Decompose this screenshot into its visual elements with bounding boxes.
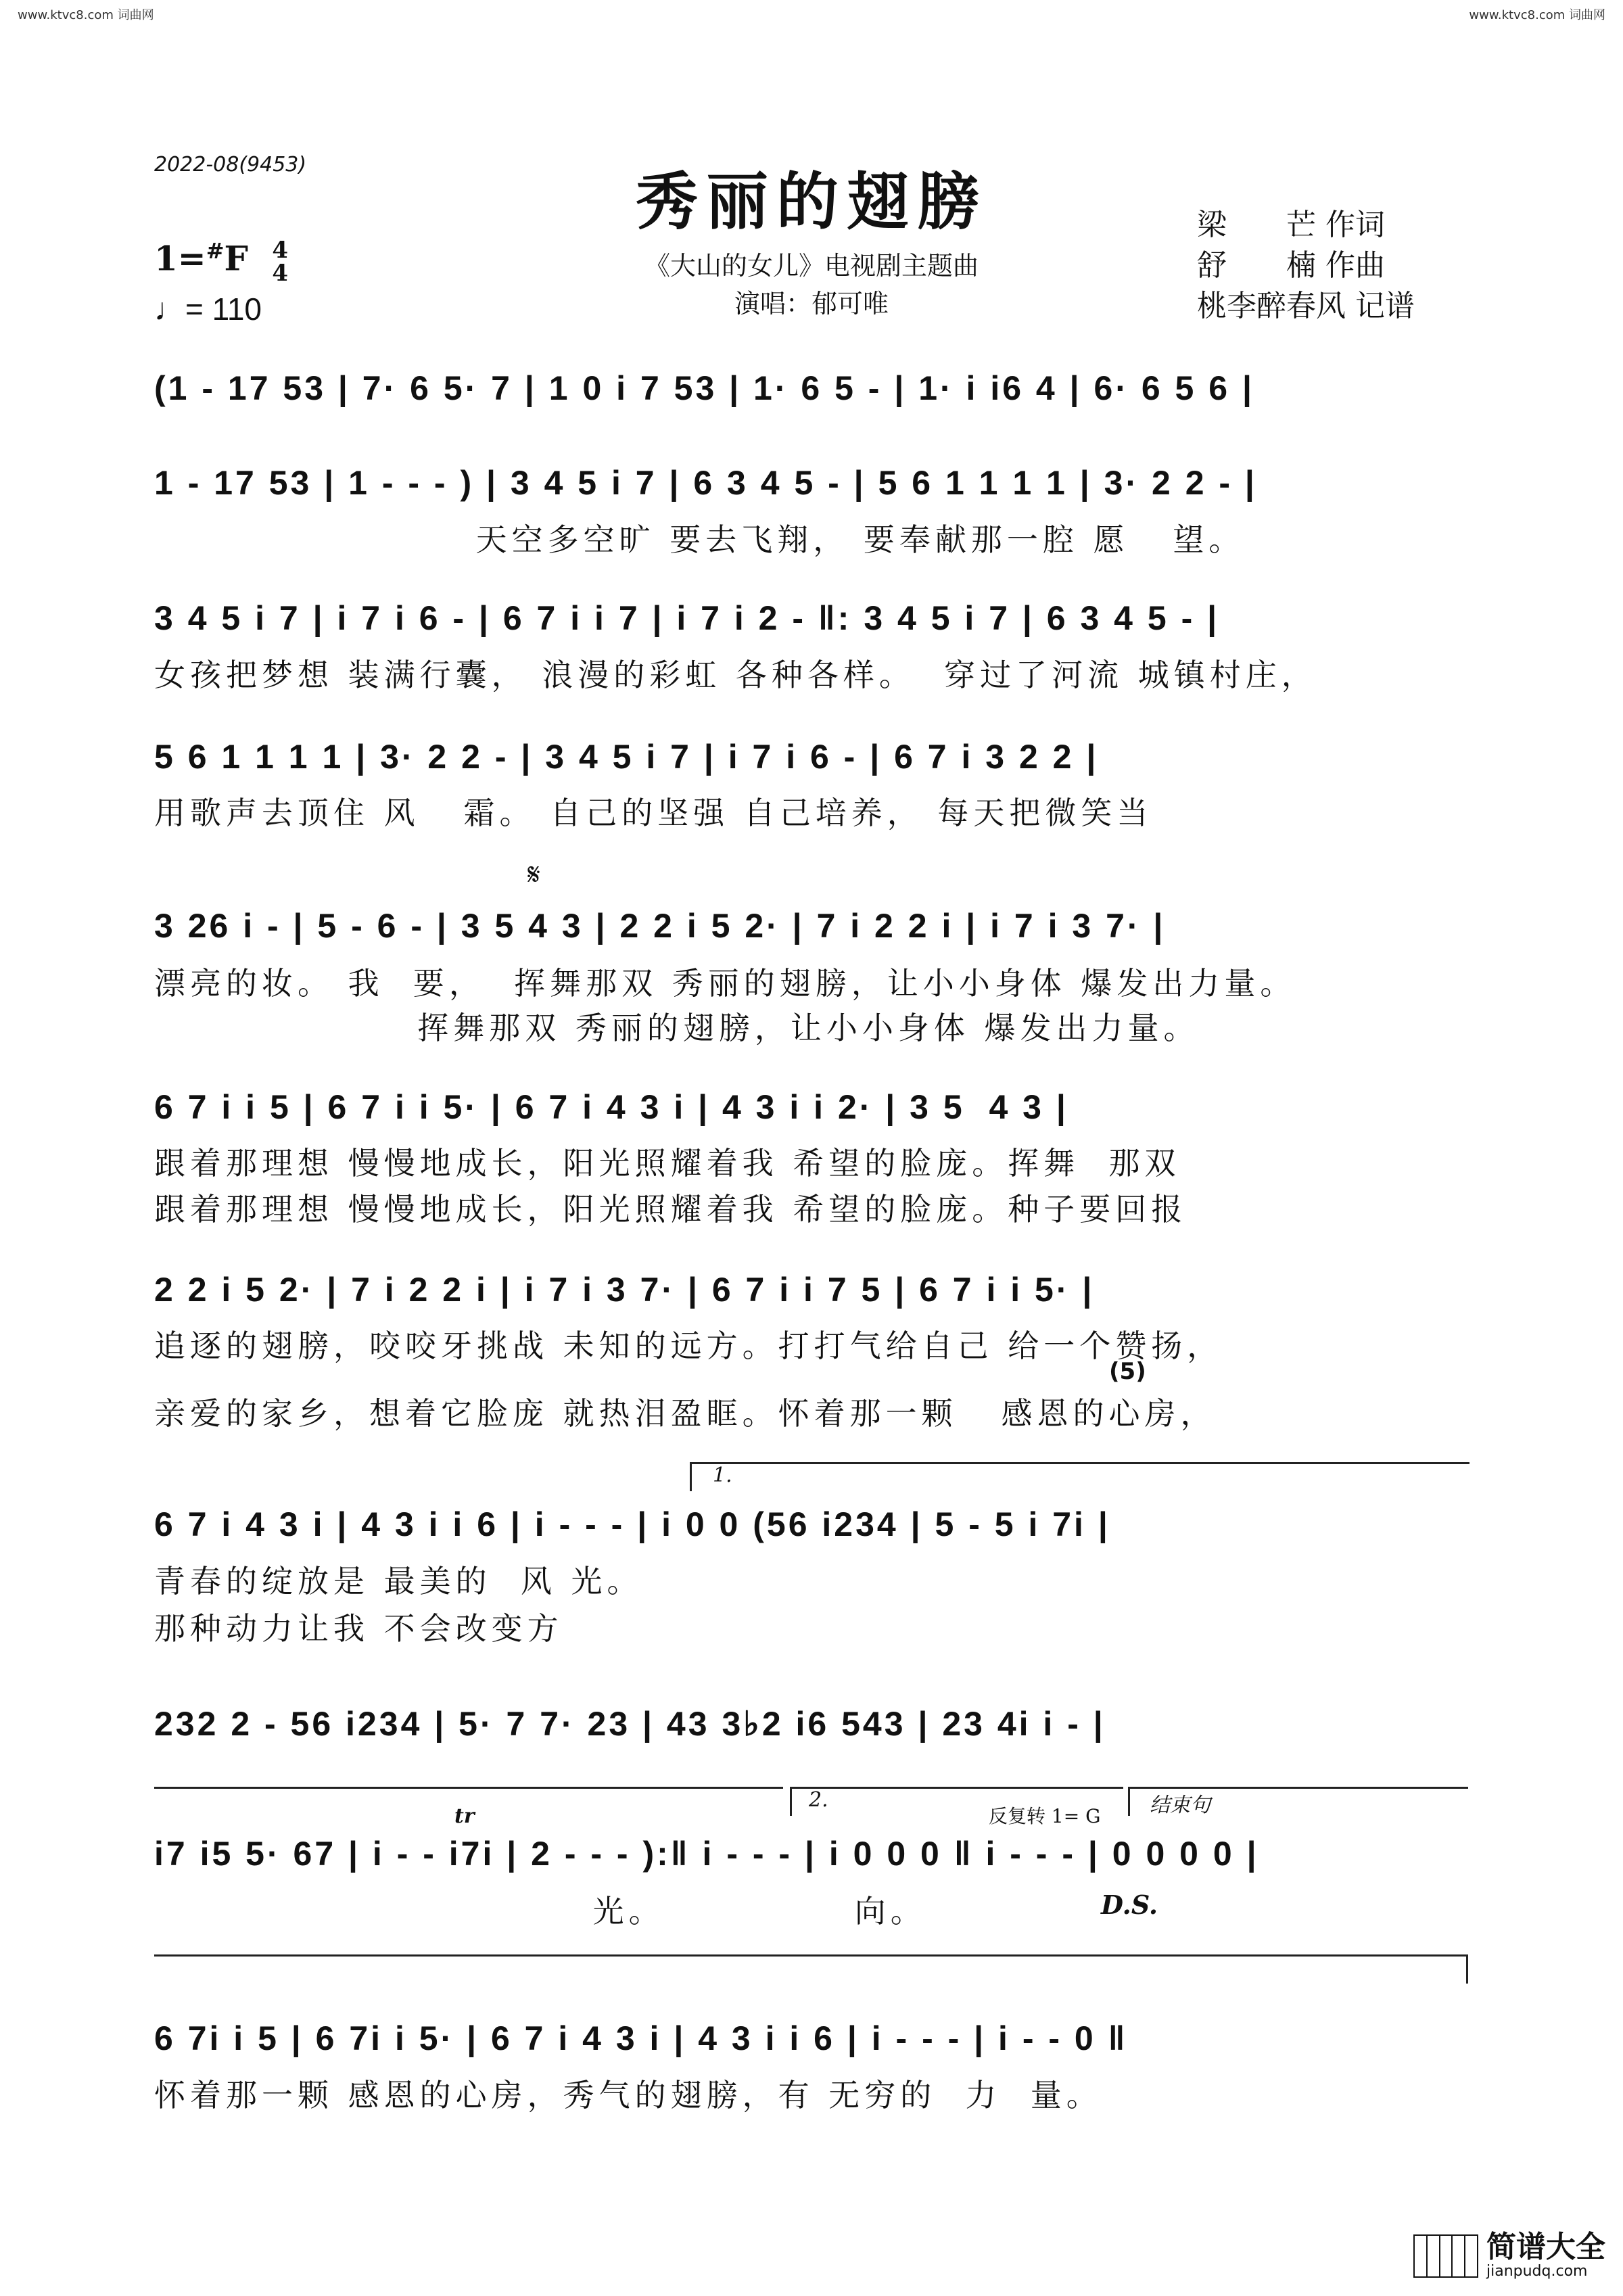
subtitle: 《大山的女儿》电视剧主题曲 — [644, 251, 979, 281]
logo-text: 简谱大全 — [1486, 2230, 1605, 2264]
notes-row-5: 3 26 i - | 5 - 6 - | 3 5 4 3 | 2 2 i 5 2· | 7 i 2 2 i | i 7 i 3 7· | — [154, 907, 1166, 945]
dal-segno: D.S. — [1101, 1890, 1158, 1920]
site-logo — [1413, 2232, 1605, 2280]
logo-url: jianpudq.com — [1486, 2263, 1588, 2280]
time-top: 4 — [272, 236, 289, 264]
lyrics-row-5b: 挥舞那双 秀丽的翅膀，让小小身体 爆发出力量。 — [154, 1010, 1200, 1046]
volta-2-label: 2. — [809, 1788, 828, 1812]
time-signature — [272, 236, 289, 287]
segno-sign: 𝄋 — [527, 858, 540, 892]
lyrics-row-11: 怀着那一颗 感恩的心房，秀气的翅膀，有 无穷的 力 量。 — [154, 2077, 1102, 2113]
notes-row-3: 3 4 5 i 7 | i 7 i 6 - | 6 7 i i 7 | i 7 i 2 - ‖: 3 4 5 i 7 | 6 3 4 5 - | — [154, 599, 1220, 637]
lyrics-row-7b: 亲爱的家乡，想着它脸庞 就热泪盈眶。怀着那一颗 感恩的心房， — [154, 1395, 1217, 1432]
lyrics-row-5a: 漂亮的妆。 我 要， 挥舞那双 秀丽的翅膀，让小小身体 爆发出力量。 — [154, 965, 1296, 1002]
lyrics-row-8b: 那种动力让我 不会改变方 — [154, 1610, 563, 1647]
paren-five: (5) — [1109, 1358, 1146, 1385]
key-note: F — [224, 238, 248, 279]
notes-row-10: i7 i5 5· 67 | i - - i7i | 2 - - - ):‖ i - - - | i 0 0 0 ‖ i - - - | 0 0 0 0 | — [154, 1835, 1259, 1873]
singer: 演唱：郁可唯 — [734, 289, 889, 319]
lyrics-row-7a: 追逐的翅膀，咬咬牙挑战 未知的远方。打打气给自己 给一个赞扬， — [154, 1328, 1223, 1364]
tempo-marking: ♩= 110 — [154, 291, 262, 327]
ending-label: 结束句 — [1150, 1794, 1210, 1817]
watermark-right: www.ktvc8.com 词曲网 — [1469, 8, 1605, 22]
key-signature — [154, 238, 288, 285]
piano-icon — [1413, 2234, 1478, 2278]
lyrics-row-6a: 跟着那理想 慢慢地成长，阳光照耀着我 希望的脸庞。挥舞 那双 — [154, 1145, 1181, 1181]
credit-composer: 舒 楠 作曲 — [1197, 248, 1385, 283]
notes-row-6: 6 7 i i 5 | 6 7 i i 5· | 6 7 i 4 3 i | 4 3 i i 2· | 3 5 4 3 | — [154, 1088, 1068, 1126]
song-title: 秀丽的翅膀 — [635, 165, 987, 238]
score-code: 2022-08(9453) — [154, 153, 307, 177]
notes-row-4: 5 6 1 1 1 1 | 3· 2 2 - | 3 4 5 i 7 | i 7 i 6 - | 6 7 i 3 2 2 | — [154, 738, 1099, 776]
volta-1-bracket — [690, 1462, 1469, 1491]
notes-row-8: 6 7 i 4 3 i | 4 3 i i 6 | i - - - | i 0 0 (56 i234 | 5 - 5 i 7i | — [154, 1505, 1110, 1543]
lyrics-row-6b: 跟着那理想 慢慢地成长，阳光照耀着我 希望的脸庞。种子要回报 — [154, 1191, 1187, 1227]
credit-lyricist: 梁 芒 作词 — [1197, 208, 1385, 242]
key-prefix: 1= — [154, 238, 206, 279]
lyrics-row-3: 女孩把梦想 装满行囊， 浪漫的彩虹 各种各样。 穿过了河流 城镇村庄， — [154, 657, 1317, 693]
watermark-left: www.ktvc8.com 词曲网 — [18, 8, 154, 22]
lyrics-row-2: 天空多空旷 要去飞翔， 要奉献那一腔 愿 望。 — [154, 521, 1245, 558]
modulation-note: 反复转 1= G — [989, 1805, 1101, 1827]
notes-row-11: 6 7i i 5 | 6 7i i 5· | 6 7 i 4 3 i | 4 3 i i 6 | i - - - | i - - 0 ‖ — [154, 2019, 1128, 2057]
key-sharp: # — [206, 238, 225, 264]
ending-bracket-final — [154, 1954, 1468, 1984]
credit-transcriber: 桃李醉春风 记谱 — [1197, 289, 1415, 323]
notes-row-2: 1 - 17 53 | 1 - - - ) | 3 4 5 i 7 | 6 3 4 5 - | 5 6 1 1 1 1 | 3· 2 2 - | — [154, 464, 1257, 502]
lyrics-row-4: 用歌声去顶住 风 霜。 自己的坚强 自己培养， 每天把微笑当 — [154, 795, 1153, 831]
notes-row-7: 2 2 i 5 2· | 7 i 2 2 i | i 7 i 3 7· | 6 7 i i 7 5 | 6 7 i i 5· | — [154, 1271, 1095, 1309]
lyrics-row-8a: 青春的绽放是 最美的 风 光。 — [154, 1563, 643, 1599]
notes-row-1: (1 - 17 53 | 7· 6 5· 7 | 1 0 i 7 53 | 1· 6 5 - | 1· i i6 4 | 6· 6 5 6 | — [154, 369, 1254, 407]
trill-mark: tr — [454, 1804, 475, 1828]
time-bottom: 4 — [272, 259, 289, 287]
notes-row-9: 232 2 - 56 i234 | 5· 7 7· 23 | 43 3♭2 i6 543 | 23 4i i - | — [154, 1705, 1106, 1743]
lyrics-row-10: 光。 向。 — [154, 1893, 926, 1929]
volta-1-label: 1. — [713, 1463, 732, 1487]
